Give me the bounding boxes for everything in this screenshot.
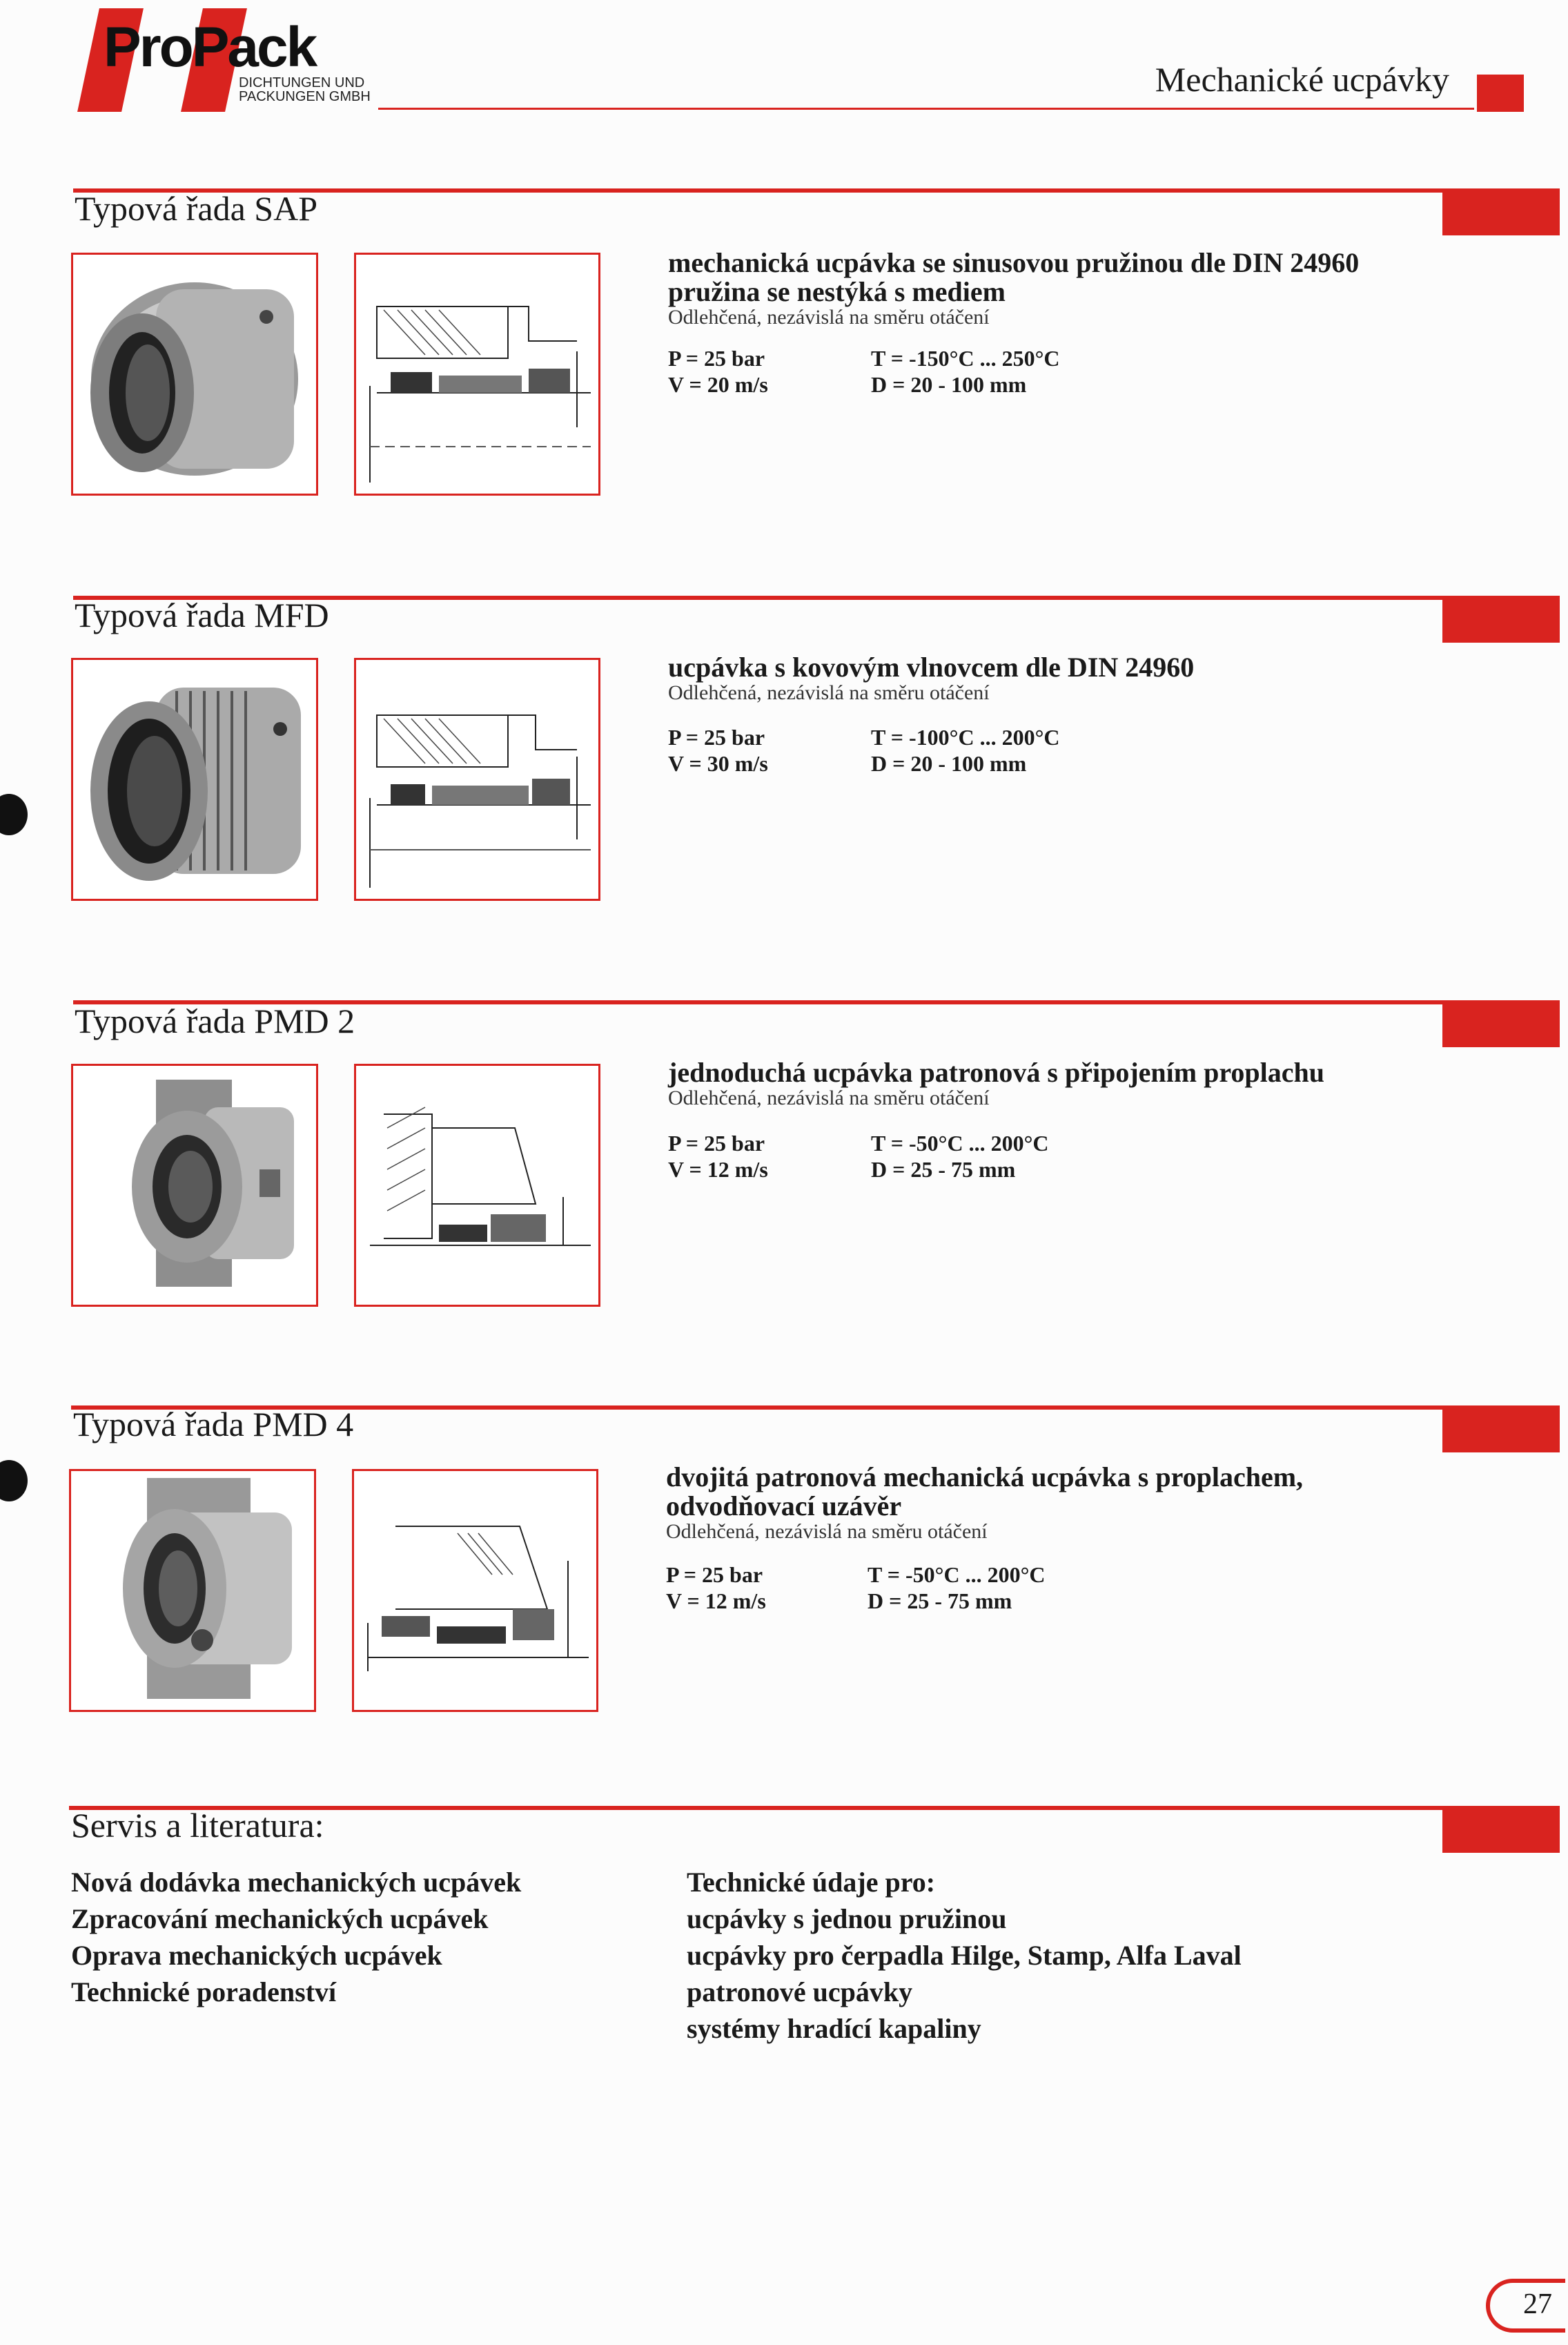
product-description — [668, 653, 1434, 704]
description-line-1: mechanická ucpávka se sinusovou pružinou dle DIN 24960 — [668, 247, 1360, 278]
services-accent-block — [1442, 1806, 1560, 1853]
section-accent-block — [1442, 1405, 1560, 1452]
service-item: Zpracování mechanických ucpávek — [71, 1903, 489, 1934]
services-list-left — [71, 1864, 521, 2010]
param-temperature: T = -50°C ... 200°C — [871, 1131, 1049, 1156]
cross-section-diagram-pmd4 — [354, 1471, 596, 1710]
literature-item: ucpávky s jednou pružinou — [687, 1903, 1007, 1934]
product-description — [668, 249, 1434, 329]
param-speed: V = 30 m/s — [668, 751, 768, 776]
literature-item: ucpávky pro čerpadla Hilge, Stamp, Alfa Laval — [687, 1940, 1242, 1971]
literature-heading: Technické údaje pro: — [687, 1867, 936, 1898]
product-diagram-pmd4 — [352, 1469, 598, 1712]
seal-photo-mfd — [73, 660, 316, 899]
param-pressure: P = 25 bar — [668, 346, 765, 371]
header-rule — [378, 108, 1474, 110]
cross-section-diagram-mfd — [356, 660, 598, 899]
param-diameter: D = 20 - 100 mm — [871, 751, 1027, 776]
description-subtitle: Odlehčená, nezávislá na směru otáčení — [668, 681, 990, 704]
seal-photo-pmd2 — [73, 1066, 316, 1305]
param-temp-diameter — [871, 1130, 1048, 1183]
param-speed: V = 20 m/s — [668, 372, 768, 397]
logo-subtitle — [239, 76, 371, 104]
description-subtitle: Odlehčená, nezávislá na směru otáčení — [668, 1087, 990, 1109]
section-title: Typová řada SAP — [75, 189, 318, 228]
punch-hole — [0, 794, 28, 835]
header-accent-block — [1477, 75, 1524, 112]
description-subtitle: Odlehčená, nezávislá na směru otáčení — [666, 1520, 988, 1543]
product-diagram-mfd — [354, 658, 600, 901]
product-diagram-pmd2 — [354, 1064, 600, 1307]
param-diameter: D = 25 - 75 mm — [871, 1157, 1016, 1182]
literature-item: patronové ucpávky — [687, 1976, 913, 2007]
page-title: Mechanické ucpávky — [1155, 60, 1449, 99]
param-pressure-speed — [668, 345, 768, 398]
description-line-1: ucpávka s kovovým vlnovcem dle DIN 24960 — [668, 652, 1195, 683]
seal-photo-pmd4 — [71, 1471, 314, 1710]
logo-wordmark: ProPack — [104, 16, 316, 79]
cross-section-diagram-pmd2 — [356, 1066, 598, 1305]
param-diameter: D = 20 - 100 mm — [871, 372, 1027, 397]
param-diameter: D = 25 - 75 mm — [868, 1588, 1012, 1613]
description-line-2: pružina se nestýká s mediem — [668, 276, 1006, 307]
services-list-right — [687, 1864, 1242, 2047]
propack-logo — [81, 3, 392, 113]
param-pressure-speed — [666, 1561, 766, 1614]
param-temperature: T = -100°C ... 200°C — [871, 725, 1060, 750]
product-diagram-sap — [354, 253, 600, 496]
section-title: Typová řada MFD — [75, 596, 329, 634]
section-title: Typová řada PMD 2 — [75, 1002, 355, 1040]
punch-hole — [0, 1460, 28, 1501]
literature-item: systémy hradící kapaliny — [687, 2013, 981, 2044]
product-photo-pmd4 — [69, 1469, 316, 1712]
description-line-2: odvodňovací uzávěr — [666, 1490, 902, 1521]
product-photo-mfd — [71, 658, 318, 901]
page-number: 27 — [1523, 2288, 1552, 2320]
seal-photo-sap — [73, 255, 316, 494]
description-subtitle: Odlehčená, nezávislá na směru otáčení — [668, 306, 990, 329]
service-item: Technické poradenství — [71, 1976, 337, 2007]
param-pressure: P = 25 bar — [668, 1131, 765, 1156]
description-line-1: dvojitá patronová mechanická ucpávka s proplachem, — [666, 1461, 1304, 1492]
services-title: Servis a literatura: — [71, 1806, 324, 1845]
param-temperature: T = -150°C ... 250°C — [871, 346, 1060, 371]
service-item: Oprava mechanických ucpávek — [71, 1940, 442, 1971]
cross-section-diagram-sap — [356, 255, 598, 494]
param-temp-diameter — [871, 724, 1059, 777]
product-description — [668, 1058, 1434, 1109]
param-speed: V = 12 m/s — [668, 1157, 768, 1182]
section-accent-block — [1442, 1000, 1560, 1047]
description-line-1: jednoduchá ucpávka patronová s připojením proplachu — [668, 1057, 1324, 1088]
param-speed: V = 12 m/s — [666, 1588, 766, 1613]
product-description — [666, 1463, 1432, 1543]
product-photo-pmd2 — [71, 1064, 318, 1307]
section-title: Typová řada PMD 4 — [73, 1405, 354, 1443]
section-accent-block — [1442, 188, 1560, 235]
section-accent-block — [1442, 596, 1560, 643]
logo-subtitle-line-1: DICHTUNGEN UND — [239, 75, 365, 90]
param-pressure-speed — [668, 1130, 768, 1183]
param-pressure-speed — [668, 724, 768, 777]
param-temp-diameter — [868, 1561, 1045, 1614]
product-photo-sap — [71, 253, 318, 496]
service-item: Nová dodávka mechanických ucpávek — [71, 1867, 522, 1898]
param-pressure: P = 25 bar — [668, 725, 765, 750]
param-temp-diameter — [871, 345, 1059, 398]
page-number-badge — [1482, 2277, 1565, 2335]
logo-subtitle-line-2: PACKUNGEN GMBH — [239, 89, 371, 104]
param-pressure: P = 25 bar — [666, 1562, 763, 1587]
param-temperature: T = -50°C ... 200°C — [868, 1562, 1046, 1587]
